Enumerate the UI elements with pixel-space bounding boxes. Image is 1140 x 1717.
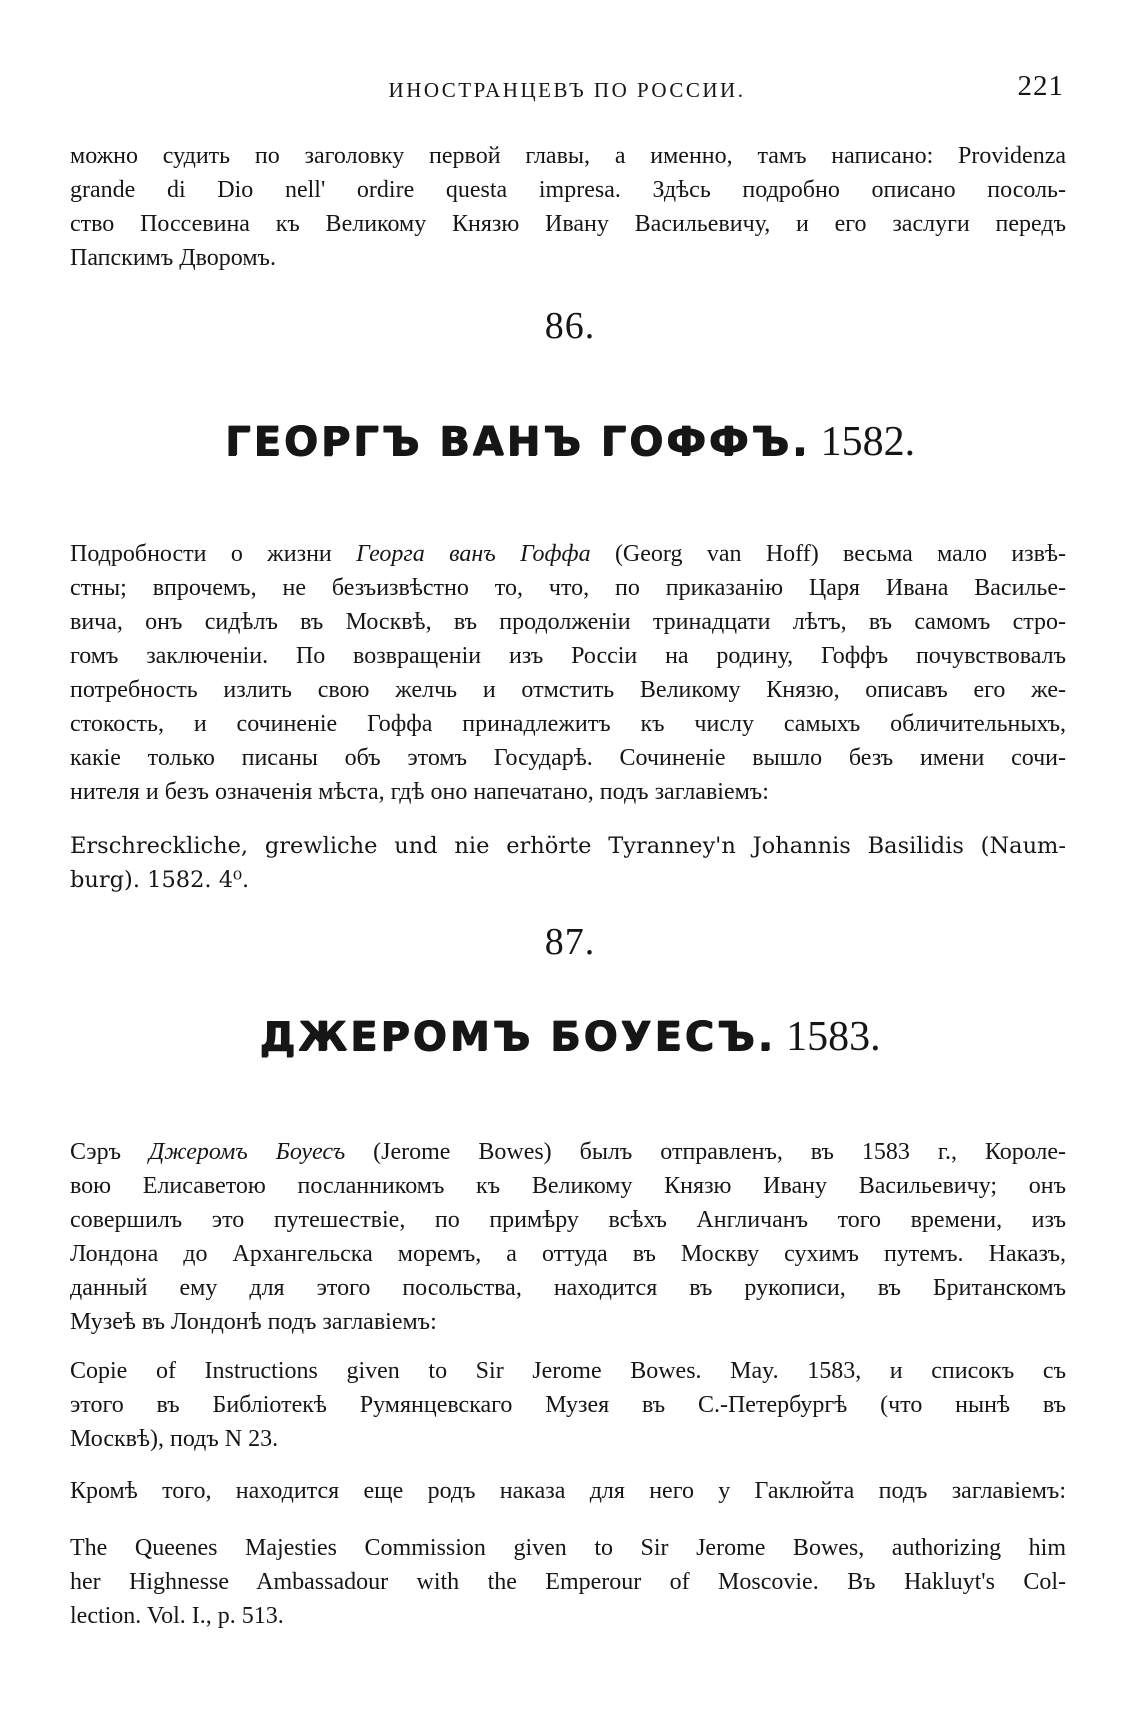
intro-paragraph bbox=[70, 139, 1066, 275]
entry-number-87: 87. bbox=[544, 921, 596, 963]
biography-paragraph-87 bbox=[70, 1135, 1066, 1339]
text-run: Подробности о жизни bbox=[70, 541, 357, 567]
text-line: данный ему для этого посольства, находится въ рукописи, въ Британскомъ bbox=[70, 1275, 1066, 1301]
running-title: ИНОСТРАНЦЕВЪ ПО РОССИИ. bbox=[388, 78, 746, 102]
text-line: стокость, и сочиненіе Гоффа принадлежитъ къ числу самыхъ обличительныхъ, bbox=[70, 711, 1066, 737]
text-line: Папскимъ Дворомъ. bbox=[70, 245, 276, 271]
text-line: Кромѣ того, находится еще родъ наказа для него у Гаклюйта подъ заглавіемъ: bbox=[70, 1478, 1066, 1504]
page-number: 221 bbox=[1017, 70, 1064, 102]
text-run: (Georg van Hoff) весьма мало извѣ- bbox=[590, 541, 1067, 567]
text-line: ство Поссевина къ Великому Князю Ивану Васильевичу, и его заслуги передъ bbox=[70, 211, 1066, 237]
hakluyt-intro bbox=[70, 1474, 1066, 1508]
running-header bbox=[70, 70, 1064, 110]
text-line: The Queenes Majesties Commission given to Sir Jerome Bowes, authorizing him bbox=[70, 1535, 1066, 1561]
entry-title-87: ДЖЕРОМЪ БОУЕСЪ. bbox=[259, 1014, 776, 1060]
text-line: Copie of Instructions given to Sir Jerome Bowes. May. 1583, и списокъ съ bbox=[70, 1358, 1066, 1384]
text-line: совершилъ это путешествіе, по примѣру всѣхъ Англичанъ того времени, изъ bbox=[70, 1207, 1066, 1233]
entry-heading-87 bbox=[0, 1013, 1140, 1061]
text-line: вича, онъ сидѣлъ въ Москвѣ, въ продолженіи тринадцати лѣтъ, въ самомъ стро- bbox=[70, 609, 1066, 635]
text-line: Музеѣ въ Лондонѣ подъ заглавіемъ: bbox=[70, 1309, 437, 1335]
text-line: burg). 1582. 4⁰. bbox=[70, 867, 250, 893]
text-line: Лондона до Архангельска моремъ, а оттуда въ Москву сухимъ путемъ. Наказъ, bbox=[70, 1241, 1066, 1267]
citation-86 bbox=[70, 829, 1066, 897]
biography-paragraph-86 bbox=[70, 537, 1066, 809]
text-run: Сэръ bbox=[70, 1139, 149, 1165]
text-line: Erschreckliche, grewliche und nie erhörte Tyranney'n Johannis Basilidis (Naum- bbox=[70, 833, 1066, 859]
entry-year-86: 1582. bbox=[820, 419, 916, 465]
text-line: стны; впрочемъ, не безъизвѣстно то, что, по приказанію Царя Ивана Василье- bbox=[70, 575, 1066, 601]
text-line: her Highnesse Ambassadour with the Emperour of Moscovie. Въ Hakluyt's Col- bbox=[70, 1569, 1066, 1595]
text-line: гомъ заключеніи. По возвращеніи изъ Россіи на родину, Гоффъ почувствовалъ bbox=[70, 643, 1066, 669]
entry-title-86: ГЕОРГЪ ВАНЪ ГОФФЪ. bbox=[224, 419, 811, 465]
text-line bbox=[70, 537, 1066, 571]
italic-name: Георга ванъ Гоффа bbox=[356, 541, 591, 567]
copy-paragraph-87 bbox=[70, 1354, 1066, 1456]
text-line: нителя и безъ означенія мѣста, гдѣ оно напечатано, подъ заглавіемъ: bbox=[70, 779, 769, 805]
text-line: можно судить по заголовку первой главы, а именно, тамъ написано: Providenza bbox=[70, 143, 1066, 169]
text-line: какіе только писаны объ этомъ Государѣ. Сочиненіе вышло безъ имени сочи- bbox=[70, 745, 1066, 771]
text-run: (Jerome Bowes) былъ отправленъ, въ 1583 г., Короле- bbox=[345, 1139, 1067, 1165]
entry-number-86: 86. bbox=[544, 305, 596, 347]
text-line: lection. Vol. I., p. 513. bbox=[70, 1603, 284, 1629]
text-line: этого въ Библіотекѣ Румянцевскаго Музея въ С.-Петербургѣ (что нынѣ въ bbox=[70, 1392, 1066, 1418]
text-line: grande di Dio nell' ordire questa impresa. Здѣсь подробно описано посоль- bbox=[70, 177, 1066, 203]
text-line bbox=[70, 1135, 1066, 1169]
entry-heading-86 bbox=[0, 418, 1140, 466]
italic-name: Джеромъ Боуесъ bbox=[148, 1139, 346, 1165]
entry-year-87: 1583. bbox=[786, 1014, 881, 1060]
text-line: Москвѣ), подъ N 23. bbox=[70, 1426, 279, 1452]
text-line: вою Елисаветою посланникомъ къ Великому Князю Ивану Васильевичу; онъ bbox=[70, 1173, 1066, 1199]
hakluyt-citation bbox=[70, 1531, 1066, 1633]
text-line: потребность излить свою желчь и отмстить Великому Князю, описавъ его же- bbox=[70, 677, 1066, 703]
